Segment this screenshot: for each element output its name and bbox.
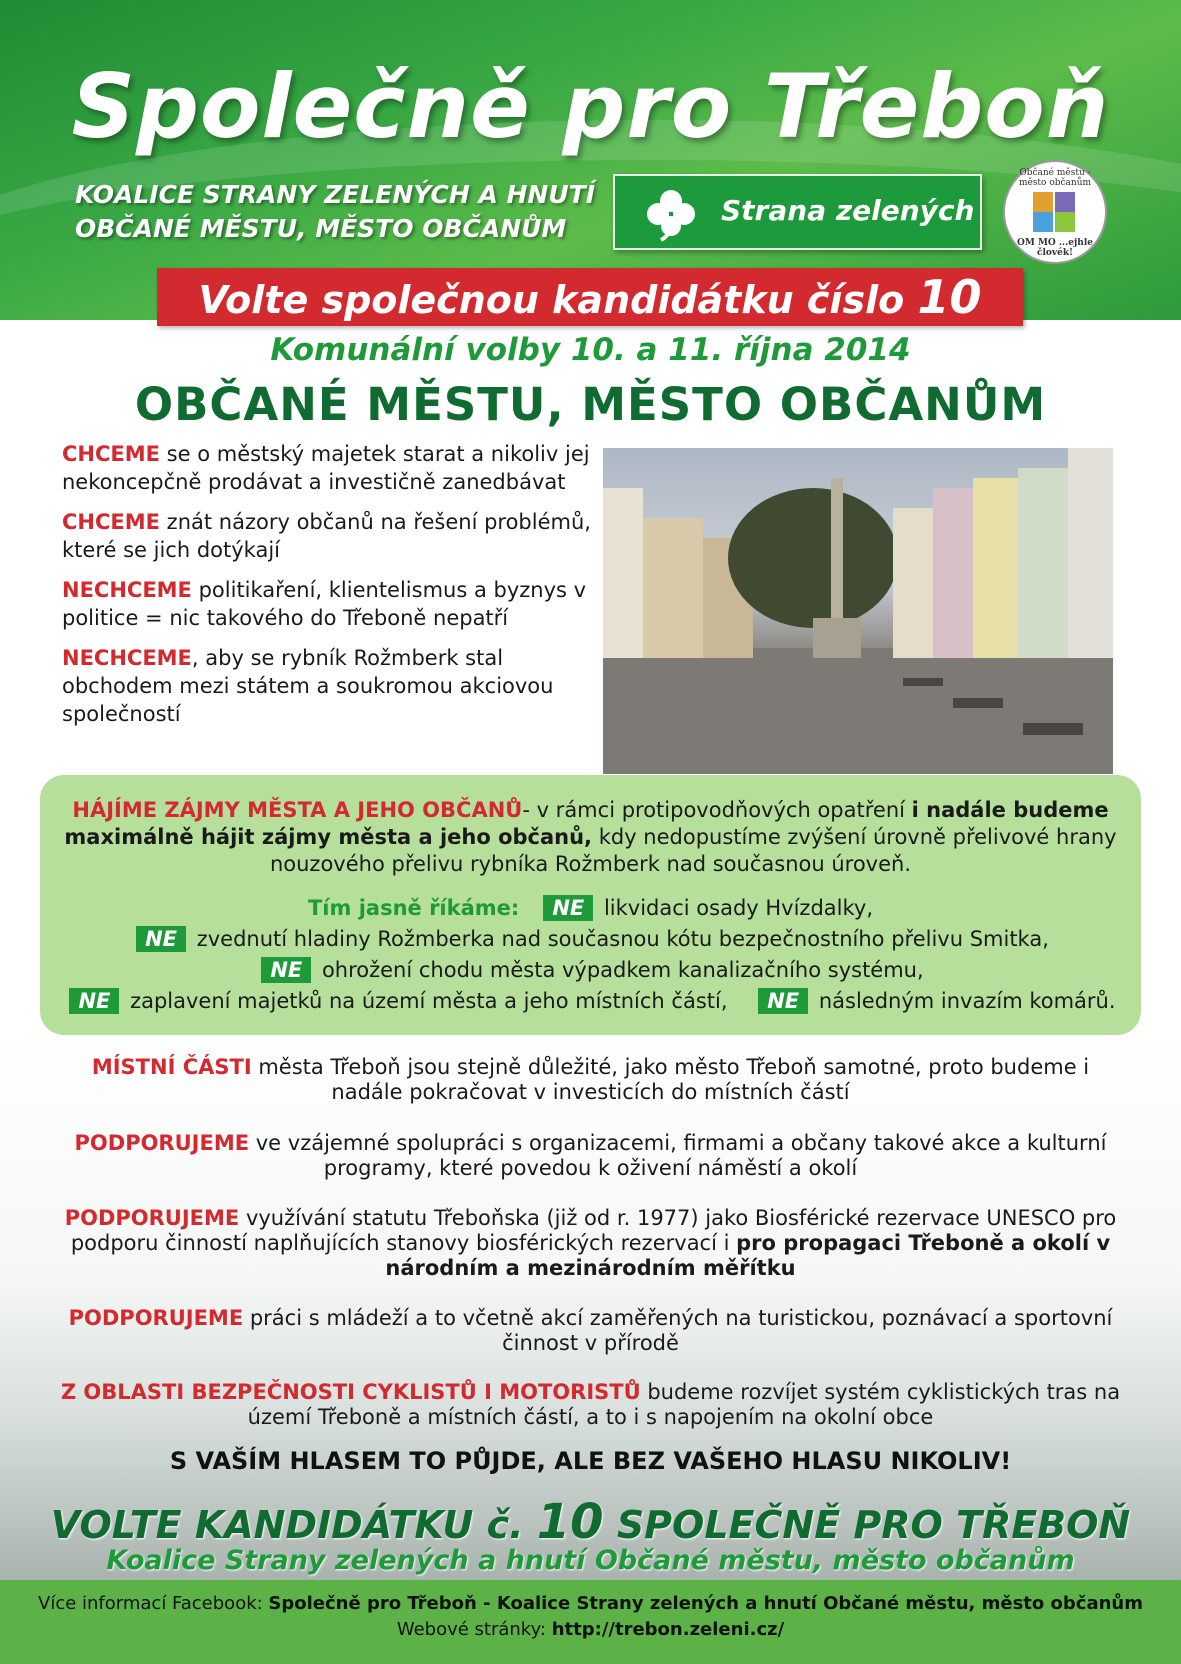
- protect-statement: [60, 797, 1121, 878]
- section-local-parts: [60, 1055, 1121, 1105]
- wants-list: [62, 440, 602, 740]
- wants-item: [62, 576, 602, 632]
- wants-item: [62, 644, 602, 728]
- section-bold: pro propagaci Třeboně a okolí v národním a mezinárodním měřítku: [385, 1231, 1111, 1280]
- party-label: Strana zelených: [721, 194, 975, 227]
- wants-text: se o městský majetek starat a nikoliv jej nekoncepčně prodávat a investičně zanedbávat: [62, 442, 590, 494]
- wants-item: [62, 508, 602, 564]
- section-keyword: MÍSTNÍ ČÁSTI: [91, 1055, 252, 1079]
- elections-date: Komunální volby 10. a 11. října 2014: [270, 332, 911, 368]
- ne-row: [40, 893, 1141, 924]
- footer-web: [0, 1619, 1181, 1640]
- section-keyword: PODPORUJEME: [68, 1306, 244, 1330]
- wants-keyword: NECHCEME: [62, 578, 192, 602]
- wants-keyword: CHCEME: [62, 442, 160, 466]
- section-support-unesco: [60, 1206, 1121, 1281]
- protect-bold: i nadále budeme maximálně hájit zájmy města a jeho občanů,: [64, 798, 1109, 849]
- section-text: ve vzájemné spolupráci s organizacemi, firmami a občany takové akce a kulturní programy, které povedou k oživení náměstí a okolí: [249, 1131, 1107, 1180]
- section-support-culture: [60, 1131, 1121, 1181]
- section-cyclists: [60, 1380, 1121, 1430]
- vote-banner-text: Volte společnou kandidátku číslo: [198, 278, 905, 322]
- ne-badge: NE: [136, 926, 186, 952]
- vote-banner: [157, 268, 1023, 326]
- ne-badge: NE: [543, 895, 593, 921]
- page-title: Společně pro Třeboň: [71, 55, 1110, 158]
- ne-badge: NE: [69, 988, 119, 1014]
- ne-item: následným invazím komárů.: [818, 989, 1116, 1013]
- wants-text: , aby se rybník Rožmberk stal obchodem mezi státem a soukromou akciovou společností: [62, 646, 554, 726]
- ne-item: likvidaci osady Hvízdalky,: [603, 896, 873, 920]
- footer-fb-link[interactable]: Společně pro Třeboň - Koalice Strany zelených a hnutí Občané městu, město občanům: [268, 1593, 1143, 1614]
- vote-banner-number: 10: [917, 270, 982, 324]
- wants-text: politikaření, klientelismus a byznys v politice = nic takového do Třeboně nepatří: [62, 578, 587, 630]
- coalition-text: [75, 178, 595, 246]
- logo-text-top: Občané městu - město občanům: [1018, 168, 1092, 188]
- final-subtitle: Koalice Strany zelených a hnutí Občané městu, město občanům: [106, 1545, 1075, 1576]
- footer: [0, 1580, 1181, 1664]
- ne-badge: NE: [261, 957, 311, 983]
- section-text: práci s mládeží a to včetně akcí zaměřených na turistickou, poznávací a sportovní činnost v přírodě: [243, 1306, 1113, 1355]
- wants-text: znát názory občanů na řešení problémů, které se jich dotýkají: [62, 510, 591, 562]
- say-label: Tím jasně říkáme:: [307, 896, 520, 920]
- footer-fb-label: Více informací Facebook:: [38, 1593, 269, 1614]
- ne-item: zvednutí hladiny Rožmberka nad současnou kótu bezpečnostního přelivu Smitka,: [196, 927, 1049, 951]
- ommo-logo: [1003, 160, 1107, 264]
- section-support-youth: [60, 1306, 1121, 1356]
- protect-keyword: HÁJÍME ZÁJMY MĚSTA A JEHO OBČANŮ: [72, 798, 523, 822]
- town-square-illustration: [603, 448, 1113, 774]
- wants-item: [62, 440, 602, 496]
- section-text: využívání statutu Třeboňska (již od r. 1977) jako Biosférické rezervace UNESCO pro podporu činností naplňujících stanovy biosférických rezervací i: [70, 1206, 1117, 1255]
- footer-web-label: Webové stránky:: [396, 1619, 552, 1640]
- final-post: SPOLEČNĚ PRO TŘEBOŇ: [616, 1503, 1131, 1547]
- protect-text-1: - v rámci protipovodňových opatření: [522, 798, 912, 822]
- final-number: 10: [536, 1494, 604, 1550]
- section-text: budeme rozvíjet systém cyklistických tras na území Třeboně a místních částí, a to i s napojením na okolní obce: [247, 1380, 1121, 1429]
- section-keyword: PODPORUJEME: [64, 1206, 240, 1230]
- section-keyword: Z OBLASTI BEZPEČNOSTI CYKLISTŮ I MOTORISTŮ: [60, 1380, 641, 1404]
- wants-keyword: NECHCEME: [62, 646, 192, 670]
- protect-box: [40, 775, 1141, 1035]
- ne-item: zaplavení majetků na území města a jeho místních částí,: [130, 989, 728, 1013]
- slogan: OBČANÉ MĚSTU, MĚSTO OBČANŮM: [134, 378, 1047, 431]
- coalition-line-2: OBČANÉ MĚSTU, MĚSTO OBČANŮM: [75, 214, 567, 243]
- ne-row: [40, 986, 1141, 1017]
- town-square-photo: [603, 448, 1113, 774]
- footer-web-link[interactable]: http://trebon.zeleni.cz/: [551, 1619, 785, 1640]
- final-call: [0, 1494, 1181, 1550]
- wants-keyword: CHCEME: [62, 510, 160, 534]
- ne-list: [40, 893, 1141, 1017]
- ne-row: [40, 955, 1141, 986]
- section-text: města Třeboň jsou stejně důležité, jako město Třeboň samotné, proto budeme i nadále pokračovat v investicích do místních částí: [251, 1055, 1090, 1104]
- clover-icon: [643, 186, 699, 242]
- closing-slogan: S VAŠÍM HLASEM TO PŮJDE, ALE BEZ VAŠEHO HLASU NIKOLIV!: [169, 1447, 1012, 1475]
- ne-item: ohrožení chodu města výpadkem kanalizačního systému,: [321, 958, 924, 982]
- ne-badge: NE: [758, 988, 808, 1014]
- ne-row: [40, 924, 1141, 955]
- footer-facebook: [0, 1593, 1181, 1614]
- logo-text-bottom: OM MO ...ejhle človék!: [1017, 238, 1093, 258]
- protect-text-2: kdy nedopustíme zvýšení úrovně přelivové hrany nouzového přelivu rybníka Rožmberk nad současnou úroveň.: [269, 825, 1117, 876]
- section-keyword: PODPORUJEME: [74, 1131, 250, 1155]
- final-pre: VOLTE KANDIDÁTKU č.: [50, 1503, 524, 1547]
- coalition-line-1: KOALICE STRANY ZELENÝCH A HNUTÍ: [75, 180, 595, 209]
- strana-zelenych-logo: [613, 174, 982, 250]
